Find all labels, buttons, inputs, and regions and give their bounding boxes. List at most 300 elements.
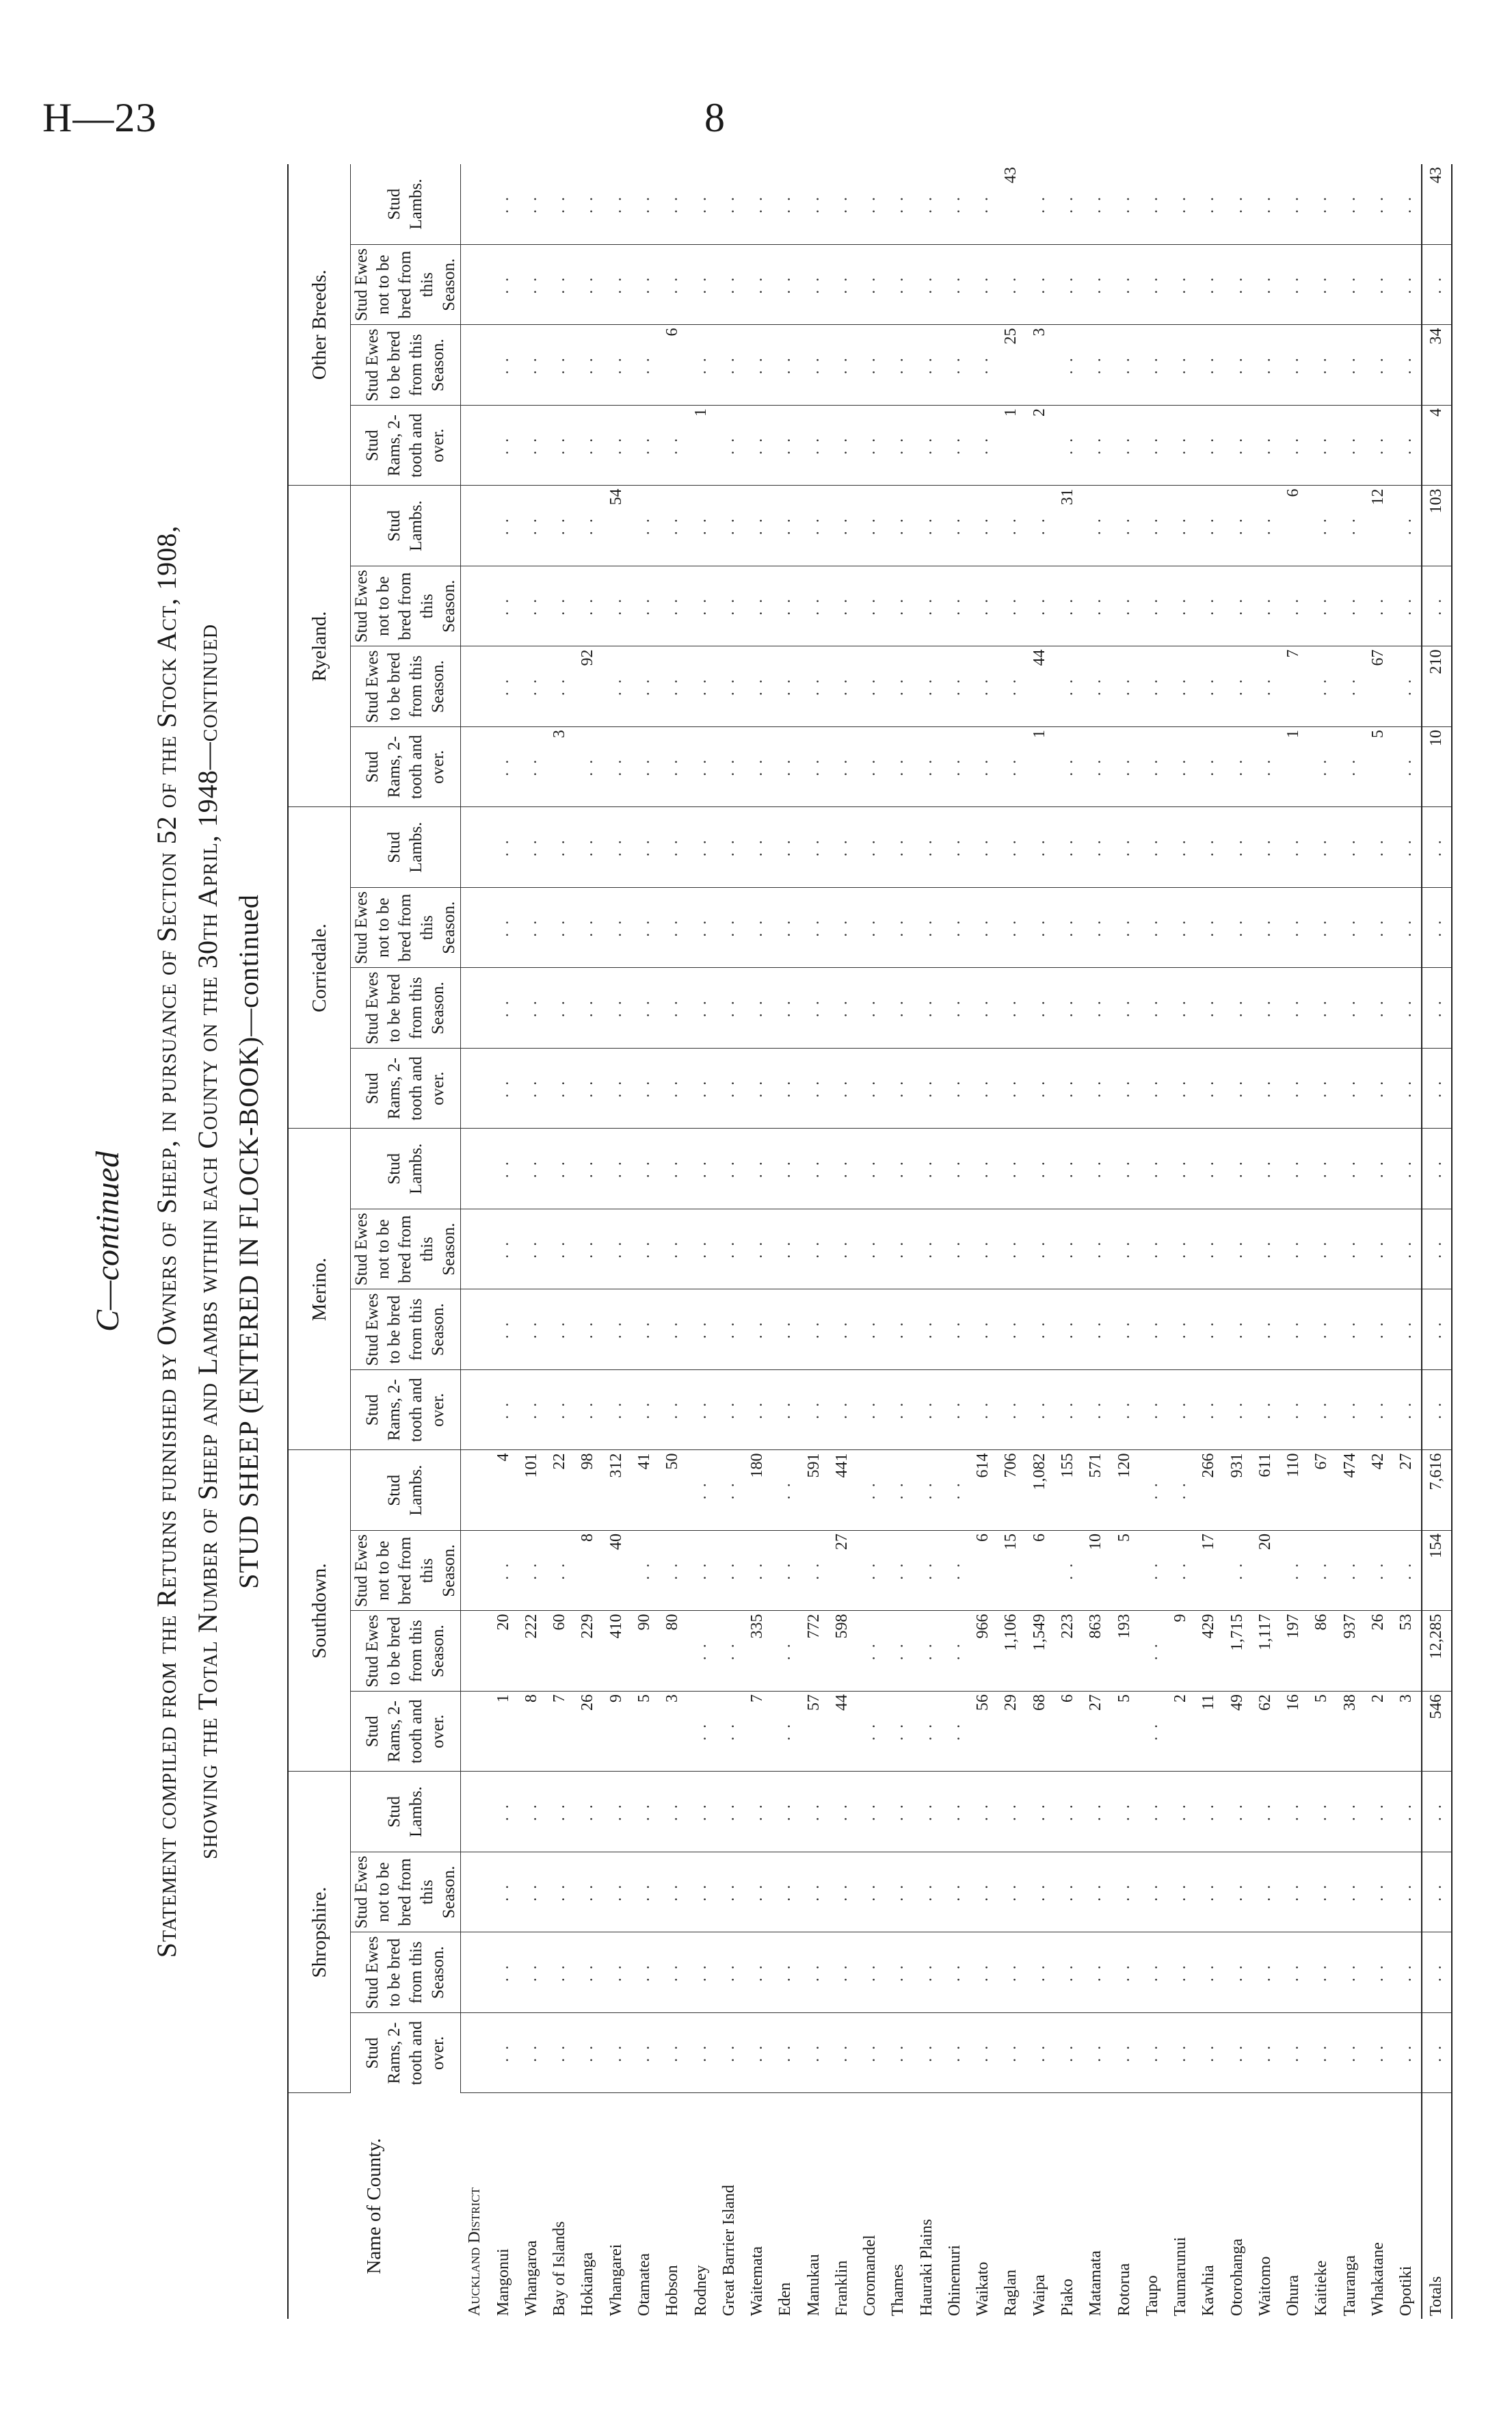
- empty-cell: . .: [1139, 2013, 1167, 2094]
- empty-cell: . .: [490, 566, 518, 647]
- empty-cell: . .: [1026, 1129, 1054, 1209]
- column-header: Stud Rams, 2-tooth and over.: [351, 727, 461, 808]
- empty-cell: . .: [1139, 1049, 1167, 1129]
- value-cell: 31: [1054, 486, 1082, 566]
- empty-cell: . .: [1082, 1370, 1110, 1451]
- empty-cell: . .: [602, 1852, 631, 1933]
- empty-cell: . .: [969, 566, 997, 647]
- value-cell: 12,285: [1422, 1611, 1451, 1692]
- value-cell: 474: [1336, 1450, 1364, 1531]
- empty-cell: [461, 1772, 490, 1852]
- empty-cell: . .: [1308, 2013, 1336, 2094]
- empty-cell: . .: [631, 968, 659, 1049]
- empty-cell: . .: [574, 566, 602, 647]
- empty-cell: . .: [743, 1531, 771, 1612]
- table-row: [546, 164, 574, 2319]
- empty-cell: . .: [1251, 727, 1279, 808]
- county-name: Taumarunui: [1171, 2237, 1190, 2316]
- column-header: Stud Ewes not to be bred from this Season.: [351, 1852, 461, 1933]
- empty-cell: . .: [1279, 1772, 1308, 1852]
- empty-cell: . .: [1195, 1049, 1223, 1129]
- empty-cell: . .: [518, 164, 546, 245]
- empty-cell: . .: [1422, 1772, 1451, 1852]
- empty-cell: . .: [856, 807, 884, 888]
- empty-cell: . .: [828, 566, 856, 647]
- empty-cell: . .: [687, 245, 715, 326]
- empty-cell: . .: [884, 164, 912, 245]
- table-row: [1223, 164, 1251, 2319]
- empty-cell: . .: [1364, 1289, 1392, 1370]
- empty-cell: . .: [659, 1049, 687, 1129]
- empty-cell: . .: [1279, 164, 1308, 245]
- table-row: [997, 164, 1025, 2319]
- empty-cell: . .: [799, 968, 827, 1049]
- empty-cell: . .: [1026, 245, 1054, 326]
- empty-cell: . .: [518, 1852, 546, 1933]
- empty-cell: . .: [1167, 164, 1195, 245]
- column-header: Stud Lambs.: [351, 486, 461, 566]
- empty-cell: . .: [546, 1129, 574, 1209]
- empty-cell: . .: [1139, 1289, 1167, 1370]
- value-cell: 5: [631, 1692, 659, 1772]
- empty-cell: . .: [1251, 1852, 1279, 1933]
- empty-cell: . .: [856, 245, 884, 326]
- empty-cell: [461, 1209, 490, 1290]
- empty-cell: . .: [1336, 325, 1364, 406]
- empty-cell: . .: [715, 1289, 743, 1370]
- empty-cell: . .: [1223, 1932, 1251, 2013]
- empty-cell: . .: [1195, 245, 1223, 326]
- empty-cell: . .: [941, 245, 969, 326]
- empty-cell: . .: [602, 1209, 631, 1290]
- breed-header-row: [289, 164, 351, 2319]
- empty-cell: . .: [574, 1129, 602, 1209]
- empty-cell: . .: [1422, 807, 1451, 888]
- value-cell: 57: [799, 1692, 827, 1772]
- empty-cell: . .: [1336, 888, 1364, 969]
- value-cell: 98: [574, 1450, 602, 1531]
- empty-cell: . .: [1195, 164, 1223, 245]
- title-line-1: Statement compiled from the Returns furnished by Owners of Sheep, in pursuance of Section 52 of the Stock Act, 1908,: [151, 525, 182, 1958]
- empty-cell: . .: [1336, 1209, 1364, 1290]
- empty-cell: . .: [1026, 1049, 1054, 1129]
- empty-cell: . .: [546, 1049, 574, 1129]
- empty-cell: . .: [1392, 807, 1422, 888]
- empty-cell: . .: [518, 486, 546, 566]
- empty-cell: . .: [631, 1049, 659, 1129]
- empty-cell: . .: [1167, 1129, 1195, 1209]
- empty-cell: . .: [659, 807, 687, 888]
- empty-cell: . .: [1195, 807, 1223, 888]
- empty-cell: . .: [1279, 2013, 1308, 2094]
- empty-cell: . .: [1392, 1852, 1422, 1933]
- empty-cell: . .: [1364, 1531, 1392, 1612]
- empty-cell: . .: [884, 245, 912, 326]
- empty-cell: . .: [1026, 1209, 1054, 1290]
- table-row: [1336, 164, 1364, 2319]
- empty-cell: . .: [1054, 245, 1082, 326]
- empty-cell: . .: [1139, 1852, 1167, 1933]
- empty-cell: . .: [631, 1932, 659, 2013]
- empty-cell: . .: [1054, 2013, 1082, 2094]
- empty-cell: . .: [631, 164, 659, 245]
- column-header: Stud Rams, 2-tooth and over.: [351, 406, 461, 486]
- empty-cell: . .: [799, 566, 827, 647]
- column-header: Stud Ewes to be bred from this Season.: [351, 1932, 461, 2013]
- table-row: [1251, 164, 1279, 2319]
- empty-cell: . .: [1251, 245, 1279, 326]
- empty-cell: . .: [1308, 164, 1336, 245]
- empty-cell: . .: [969, 888, 997, 969]
- empty-cell: . .: [771, 1049, 799, 1129]
- empty-cell: . .: [969, 2013, 997, 2094]
- value-cell: 229: [574, 1611, 602, 1692]
- value-cell: 27: [1082, 1692, 1110, 1772]
- empty-cell: . .: [828, 1129, 856, 1209]
- empty-cell: . .: [771, 1129, 799, 1209]
- empty-cell: . .: [687, 566, 715, 647]
- empty-cell: . .: [884, 1611, 912, 1692]
- table-row: [913, 164, 941, 2319]
- empty-cell: . .: [715, 888, 743, 969]
- empty-cell: . .: [856, 888, 884, 969]
- empty-cell: . .: [631, 888, 659, 969]
- empty-cell: . .: [1054, 325, 1082, 406]
- empty-cell: . .: [913, 1611, 941, 1692]
- empty-cell: . .: [659, 486, 687, 566]
- empty-cell: . .: [1167, 646, 1195, 727]
- empty-cell: . .: [1054, 1049, 1082, 1129]
- value-cell: 26: [1364, 1611, 1392, 1692]
- empty-cell: . .: [997, 1370, 1025, 1451]
- empty-cell: . .: [884, 968, 912, 1049]
- empty-cell: . .: [913, 245, 941, 326]
- empty-cell: . .: [1139, 1450, 1167, 1531]
- empty-cell: . .: [1279, 968, 1308, 1049]
- empty-cell: . .: [913, 1772, 941, 1852]
- empty-cell: . .: [1195, 406, 1223, 486]
- empty-cell: . .: [602, 566, 631, 647]
- empty-cell: [461, 968, 490, 1049]
- empty-cell: . .: [743, 406, 771, 486]
- empty-cell: . .: [771, 968, 799, 1049]
- empty-cell: . .: [1139, 406, 1167, 486]
- empty-cell: . .: [659, 888, 687, 969]
- empty-cell: . .: [490, 1209, 518, 1290]
- empty-cell: . .: [1392, 888, 1422, 969]
- empty-cell: . .: [941, 727, 969, 808]
- empty-cell: . .: [1223, 646, 1251, 727]
- value-cell: 5: [1308, 1692, 1336, 1772]
- empty-cell: . .: [1082, 325, 1110, 406]
- empty-cell: . .: [1167, 325, 1195, 406]
- empty-cell: . .: [1251, 646, 1279, 727]
- empty-cell: . .: [1364, 1209, 1392, 1290]
- column-header: Stud Ewes to be bred from this Season.: [351, 646, 461, 727]
- empty-cell: . .: [743, 646, 771, 727]
- empty-cell: . .: [687, 888, 715, 969]
- empty-cell: . .: [1251, 1772, 1279, 1852]
- empty-cell: . .: [1279, 1531, 1308, 1612]
- empty-cell: . .: [602, 1289, 631, 1370]
- empty-cell: . .: [518, 1932, 546, 2013]
- empty-cell: [461, 1289, 490, 1370]
- empty-cell: . .: [1422, 1289, 1451, 1370]
- county-name-header: Name of County.: [363, 2138, 386, 2274]
- empty-cell: . .: [1223, 1531, 1251, 1612]
- table-row: [799, 164, 827, 2319]
- empty-cell: . .: [1195, 1932, 1223, 2013]
- empty-cell: . .: [1336, 1932, 1364, 2013]
- continued-marker: C—continued: [90, 1151, 126, 1332]
- empty-cell: . .: [574, 325, 602, 406]
- county-name: Whakatane: [1368, 2242, 1387, 2316]
- table-row: [631, 164, 659, 2319]
- empty-cell: . .: [687, 1450, 715, 1531]
- county-name: Franklin: [832, 2260, 851, 2316]
- empty-cell: . .: [1279, 1852, 1308, 1933]
- value-cell: 1,715: [1223, 1611, 1251, 1692]
- empty-cell: . .: [631, 1289, 659, 1370]
- value-cell: 9: [602, 1692, 631, 1772]
- empty-cell: . .: [1082, 1129, 1110, 1209]
- empty-cell: . .: [771, 2013, 799, 2094]
- empty-cell: . .: [1336, 1772, 1364, 1852]
- empty-cell: . .: [1279, 807, 1308, 888]
- empty-cell: . .: [518, 807, 546, 888]
- empty-cell: . .: [518, 1370, 546, 1451]
- empty-cell: . .: [884, 1370, 912, 1451]
- empty-cell: . .: [715, 968, 743, 1049]
- empty-cell: . .: [1336, 1049, 1364, 1129]
- empty-cell: . .: [771, 1289, 799, 1370]
- county-name: Auckland District: [466, 2187, 484, 2316]
- empty-cell: . .: [1223, 245, 1251, 326]
- empty-cell: . .: [1392, 1772, 1422, 1852]
- empty-cell: . .: [1139, 646, 1167, 727]
- empty-cell: . .: [1195, 646, 1223, 727]
- value-cell: 54: [602, 486, 631, 566]
- breed-header: Corriedale.: [289, 807, 351, 1129]
- empty-cell: . .: [1195, 486, 1223, 566]
- empty-cell: . .: [743, 727, 771, 808]
- empty-cell: . .: [1082, 1772, 1110, 1852]
- empty-cell: . .: [1167, 888, 1195, 969]
- empty-cell: . .: [574, 1209, 602, 1290]
- empty-cell: . .: [574, 807, 602, 888]
- empty-cell: . .: [490, 245, 518, 326]
- empty-cell: . .: [1336, 486, 1364, 566]
- empty-cell: . .: [1364, 1932, 1392, 2013]
- empty-cell: . .: [771, 646, 799, 727]
- empty-cell: . .: [1392, 566, 1422, 647]
- value-cell: 17: [1195, 1531, 1223, 1612]
- empty-cell: . .: [941, 1611, 969, 1692]
- empty-cell: . .: [997, 2013, 1025, 2094]
- value-cell: 80: [659, 1611, 687, 1692]
- empty-cell: . .: [913, 1852, 941, 1933]
- empty-cell: . .: [856, 486, 884, 566]
- empty-cell: . .: [1279, 1932, 1308, 2013]
- empty-cell: . .: [1308, 888, 1336, 969]
- empty-cell: . .: [715, 1049, 743, 1129]
- empty-cell: . .: [913, 888, 941, 969]
- empty-cell: . .: [574, 164, 602, 245]
- empty-cell: . .: [884, 486, 912, 566]
- value-cell: 6: [969, 1531, 997, 1612]
- empty-cell: . .: [687, 727, 715, 808]
- empty-cell: . .: [771, 807, 799, 888]
- empty-cell: . .: [687, 1531, 715, 1612]
- empty-cell: . .: [1422, 1209, 1451, 1290]
- empty-cell: . .: [1251, 1370, 1279, 1451]
- empty-cell: . .: [913, 486, 941, 566]
- value-cell: 3: [659, 1692, 687, 1772]
- empty-cell: . .: [1223, 888, 1251, 969]
- empty-cell: . .: [856, 1932, 884, 2013]
- empty-cell: . .: [546, 1289, 574, 1370]
- empty-cell: . .: [856, 968, 884, 1049]
- county-name: Tauranga: [1340, 2255, 1359, 2316]
- value-cell: 5: [1110, 1692, 1138, 1772]
- empty-cell: . .: [687, 1611, 715, 1692]
- empty-cell: . .: [1392, 2013, 1422, 2094]
- empty-cell: . .: [856, 1531, 884, 1612]
- county-name: Ohinemuri: [945, 2245, 964, 2316]
- empty-cell: . .: [1026, 1932, 1054, 2013]
- empty-cell: . .: [1167, 1772, 1195, 1852]
- empty-cell: . .: [856, 325, 884, 406]
- empty-cell: . .: [969, 164, 997, 245]
- empty-cell: . .: [518, 1531, 546, 1612]
- empty-cell: . .: [490, 406, 518, 486]
- empty-cell: . .: [913, 1209, 941, 1290]
- empty-cell: . .: [1110, 406, 1138, 486]
- empty-cell: . .: [1195, 727, 1223, 808]
- empty-cell: . .: [1026, 164, 1054, 245]
- empty-cell: . .: [490, 1370, 518, 1451]
- empty-cell: . .: [518, 245, 546, 326]
- empty-cell: . .: [1364, 888, 1392, 969]
- value-cell: 6: [1026, 1531, 1054, 1612]
- empty-cell: . .: [715, 1772, 743, 1852]
- empty-cell: . .: [941, 646, 969, 727]
- empty-cell: . .: [799, 164, 827, 245]
- empty-cell: [461, 1129, 490, 1209]
- value-cell: 335: [743, 1611, 771, 1692]
- empty-cell: . .: [1082, 164, 1110, 245]
- table-row: [659, 164, 687, 2319]
- empty-cell: . .: [828, 727, 856, 808]
- column-header: Stud Lambs.: [351, 1772, 461, 1852]
- empty-cell: . .: [997, 566, 1025, 647]
- empty-cell: . .: [828, 1049, 856, 1129]
- empty-cell: . .: [771, 888, 799, 969]
- value-cell: 1: [997, 406, 1025, 486]
- empty-cell: . .: [828, 406, 856, 486]
- table-row: [1054, 164, 1082, 2319]
- empty-cell: . .: [1054, 1932, 1082, 2013]
- empty-cell: . .: [941, 1692, 969, 1772]
- empty-cell: . .: [1279, 1370, 1308, 1451]
- empty-cell: . .: [687, 1129, 715, 1209]
- empty-cell: . .: [1139, 1531, 1167, 1612]
- empty-cell: . .: [546, 1852, 574, 1933]
- value-cell: 1: [687, 406, 715, 486]
- empty-cell: [461, 1611, 490, 1692]
- empty-cell: . .: [1251, 1289, 1279, 1370]
- county-name: Coromandel: [861, 2235, 879, 2316]
- empty-cell: . .: [1422, 1049, 1451, 1129]
- empty-cell: [461, 807, 490, 888]
- empty-cell: . .: [1251, 968, 1279, 1049]
- empty-cell: . .: [1167, 968, 1195, 1049]
- empty-cell: [461, 1852, 490, 1933]
- value-cell: 614: [969, 1450, 997, 1531]
- empty-cell: . .: [1392, 646, 1422, 727]
- column-header: Stud Rams, 2-tooth and over.: [351, 1370, 461, 1451]
- empty-cell: . .: [602, 1932, 631, 2013]
- empty-cell: . .: [490, 888, 518, 969]
- empty-cell: . .: [1110, 1049, 1138, 1129]
- empty-cell: . .: [1082, 807, 1110, 888]
- empty-cell: . .: [1251, 566, 1279, 647]
- empty-cell: . .: [715, 2013, 743, 2094]
- empty-cell: [461, 486, 490, 566]
- empty-cell: . .: [1251, 1932, 1279, 2013]
- breed-header: Shropshire.: [289, 1772, 351, 2093]
- empty-cell: . .: [1422, 968, 1451, 1049]
- empty-cell: . .: [1110, 1370, 1138, 1451]
- empty-cell: . .: [715, 1209, 743, 1290]
- empty-cell: . .: [913, 1531, 941, 1612]
- empty-cell: [461, 1450, 490, 1531]
- value-cell: 7: [743, 1692, 771, 1772]
- value-cell: 26: [574, 1692, 602, 1772]
- empty-cell: . .: [941, 486, 969, 566]
- empty-cell: . .: [1082, 968, 1110, 1049]
- empty-cell: . .: [884, 1450, 912, 1531]
- empty-cell: . .: [715, 406, 743, 486]
- empty-cell: . .: [659, 968, 687, 1049]
- empty-cell: . .: [799, 1852, 827, 1933]
- empty-cell: . .: [799, 1772, 827, 1852]
- empty-cell: . .: [969, 968, 997, 1049]
- empty-cell: . .: [602, 1129, 631, 1209]
- empty-cell: . .: [687, 1772, 715, 1852]
- value-cell: 180: [743, 1450, 771, 1531]
- empty-cell: . .: [856, 406, 884, 486]
- empty-cell: . .: [518, 2013, 546, 2094]
- column-header: Stud Rams, 2-tooth and over.: [351, 1692, 461, 1772]
- value-cell: 38: [1336, 1692, 1364, 1772]
- empty-cell: . .: [490, 164, 518, 245]
- empty-cell: . .: [997, 727, 1025, 808]
- empty-cell: . .: [1139, 1129, 1167, 1209]
- empty-cell: . .: [828, 1852, 856, 1933]
- county-name: Hokianga: [579, 2252, 597, 2316]
- empty-cell: . .: [1422, 1370, 1451, 1451]
- empty-cell: . .: [1195, 2013, 1223, 2094]
- empty-cell: . .: [1223, 1129, 1251, 1209]
- empty-cell: . .: [1279, 888, 1308, 969]
- empty-cell: . .: [743, 325, 771, 406]
- empty-cell: . .: [1308, 486, 1336, 566]
- empty-cell: . .: [828, 245, 856, 326]
- value-cell: 10: [1422, 727, 1451, 808]
- empty-cell: . .: [884, 1289, 912, 1370]
- empty-cell: . .: [969, 727, 997, 808]
